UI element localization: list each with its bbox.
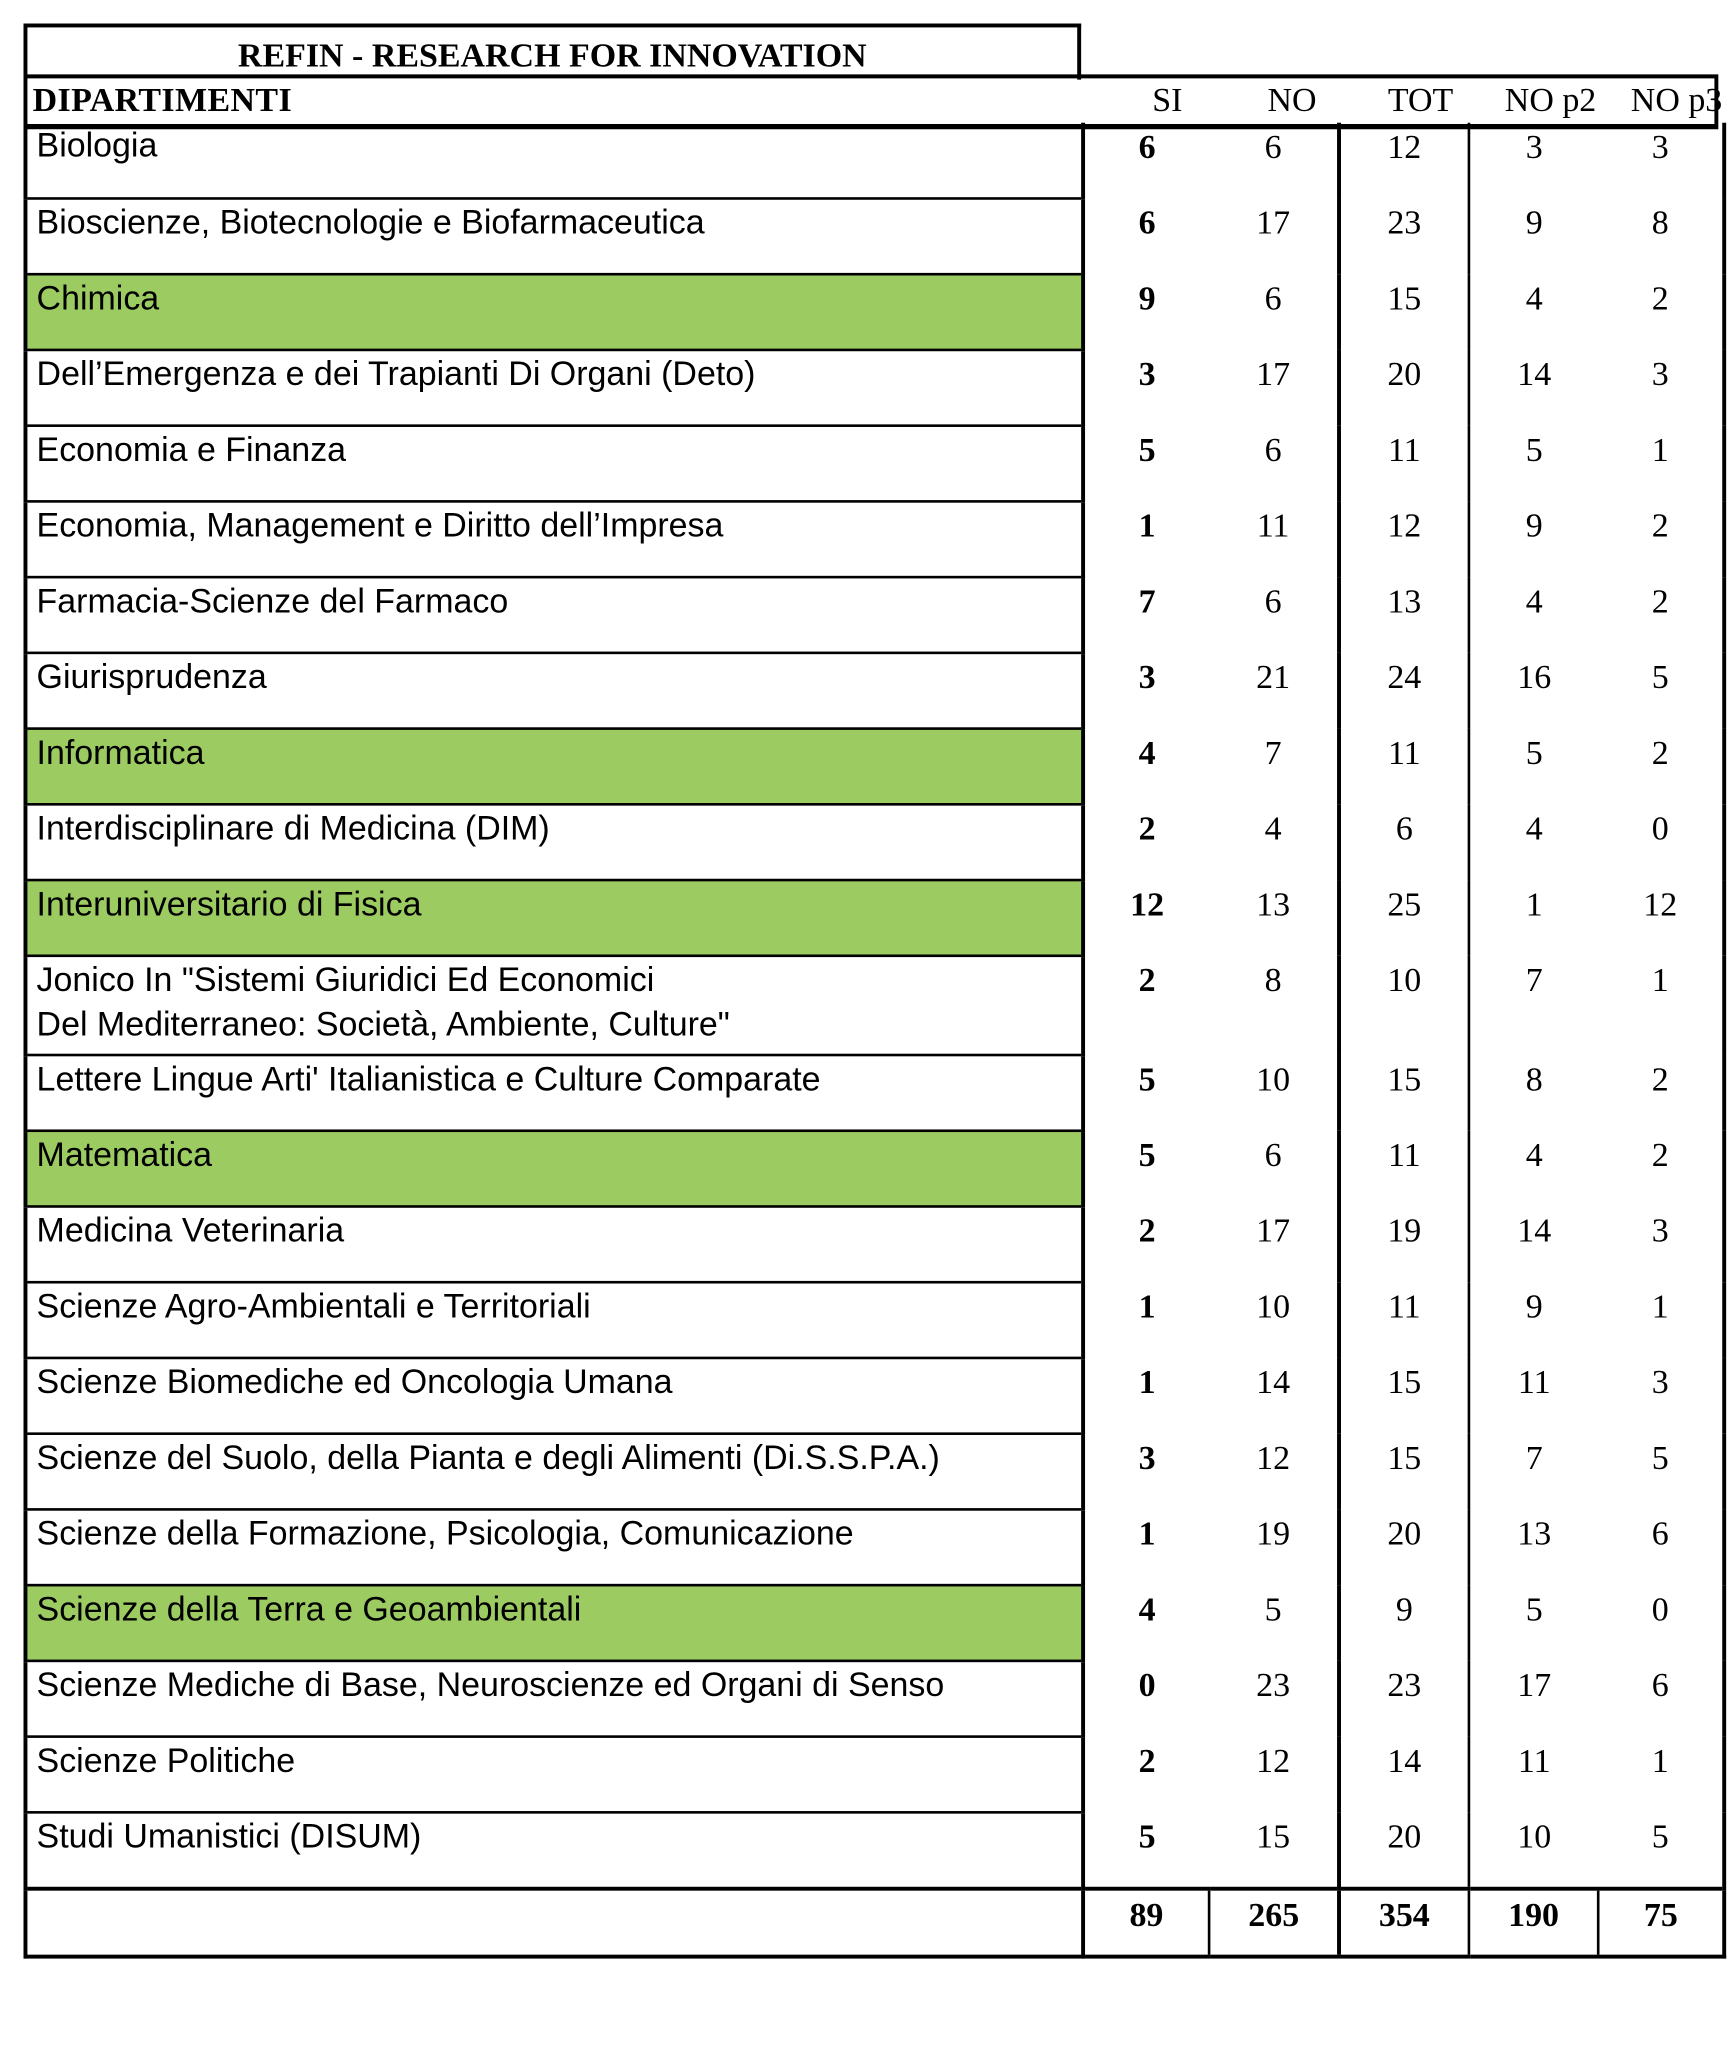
cell-no-p2: 13 bbox=[1469, 1509, 1598, 1585]
department-name: Lettere Lingue Arti' Italianistica e Culture Comparate bbox=[25, 1055, 1083, 1131]
cell-tot: 14 bbox=[1339, 1737, 1469, 1813]
cell-no-p3: 6 bbox=[1598, 1661, 1724, 1737]
cell-no-p3: 12 bbox=[1598, 880, 1724, 956]
cell-no-p3: 1 bbox=[1598, 956, 1724, 1055]
department-name: Dell’Emergenza e dei Trapianti Di Organi (Deto) bbox=[25, 350, 1083, 426]
table-row bbox=[25, 198, 1724, 274]
table-row bbox=[25, 1737, 1724, 1813]
cell-no: 13 bbox=[1256, 885, 1291, 924]
department-name: Matematica bbox=[25, 1131, 1083, 1207]
cell-si: 5 bbox=[1138, 1817, 1156, 1856]
cell-tot: 20 bbox=[1339, 1509, 1469, 1585]
department-name: Scienze Agro-Ambientali e Territoriali bbox=[25, 1282, 1083, 1358]
cell-no: 11 bbox=[1256, 506, 1290, 545]
header-row bbox=[24, 74, 1723, 129]
cell-tot: 11 bbox=[1339, 426, 1469, 502]
cell-no-p2: 4 bbox=[1469, 1131, 1598, 1207]
cell-no-p3: 5 bbox=[1598, 653, 1724, 729]
cell-no-p3: 1 bbox=[1598, 1282, 1724, 1358]
cell-no-p2: 9 bbox=[1469, 198, 1598, 274]
department-name: Interuniversitario di Fisica bbox=[25, 880, 1083, 956]
header-no-p2: NO p2 bbox=[1504, 80, 1597, 119]
cell-tot: 23 bbox=[1339, 1661, 1469, 1737]
cell-no: 7 bbox=[1264, 733, 1282, 772]
cell-si: 5 bbox=[1138, 430, 1156, 469]
cell-no-p2: 9 bbox=[1469, 501, 1598, 577]
cell-no-p3: 3 bbox=[1598, 123, 1724, 199]
cell-no: 6 bbox=[1264, 582, 1282, 621]
cell-no: 6 bbox=[1264, 1135, 1282, 1174]
cell-si: 6 bbox=[1138, 127, 1156, 166]
totals-row bbox=[25, 1888, 1724, 1956]
cell-no-p3: 5 bbox=[1598, 1812, 1724, 1888]
cell-no: 6 bbox=[1264, 430, 1282, 469]
cell-si: 4 bbox=[1138, 733, 1156, 772]
department-name: Scienze della Terra e Geoambientali bbox=[25, 1585, 1083, 1661]
cell-tot: 23 bbox=[1339, 198, 1469, 274]
department-name: Scienze Politiche bbox=[25, 1737, 1083, 1813]
table-row bbox=[25, 1661, 1724, 1737]
cell-no-p2: 8 bbox=[1469, 1055, 1598, 1131]
cell-no-p3: 3 bbox=[1598, 1206, 1724, 1282]
cell-no-p2: 17 bbox=[1469, 1661, 1598, 1737]
cell-tot: 24 bbox=[1339, 653, 1469, 729]
cell-no-p3: 2 bbox=[1598, 577, 1724, 653]
table-row bbox=[25, 1206, 1724, 1282]
cell-tot: 20 bbox=[1339, 350, 1469, 426]
cell-si: 9 bbox=[1138, 279, 1156, 318]
cell-si: 1 bbox=[1138, 1514, 1156, 1553]
cell-no: 14 bbox=[1256, 1363, 1291, 1402]
cell-no-p2: 11 bbox=[1469, 1358, 1598, 1434]
table-row bbox=[25, 1282, 1724, 1358]
table-row bbox=[25, 653, 1724, 729]
table-row bbox=[25, 350, 1724, 426]
table-row bbox=[25, 274, 1724, 350]
department-name: Scienze Biomediche ed Oncologia Umana bbox=[25, 1358, 1083, 1434]
cell-no-p3: 8 bbox=[1598, 198, 1724, 274]
department-name: Bioscienze, Biotecnologie e Biofarmaceutica bbox=[25, 198, 1083, 274]
cell-si: 7 bbox=[1138, 582, 1156, 621]
cell-no: 21 bbox=[1256, 658, 1291, 696]
cell-no-p3: 6 bbox=[1598, 1509, 1724, 1585]
table-row bbox=[25, 1812, 1724, 1888]
department-name: Economia e Finanza bbox=[25, 426, 1083, 502]
cell-no-p2: 16 bbox=[1469, 653, 1598, 729]
cell-no: 19 bbox=[1256, 1514, 1291, 1553]
cell-no-p2: 10 bbox=[1469, 1812, 1598, 1888]
cell-tot: 6 bbox=[1339, 804, 1469, 880]
header-no: NO bbox=[1267, 80, 1317, 119]
cell-si: 3 bbox=[1138, 1438, 1156, 1477]
table-row bbox=[25, 1585, 1724, 1661]
cell-no: 6 bbox=[1264, 279, 1282, 318]
department-name: Biologia bbox=[25, 123, 1083, 199]
cell-no-p2: 3 bbox=[1469, 123, 1598, 199]
cell-si: 1 bbox=[1138, 1287, 1156, 1326]
cell-no-p2: 11 bbox=[1469, 1737, 1598, 1813]
department-name: Studi Umanistici (DISUM) bbox=[25, 1812, 1083, 1888]
department-name: Informatica bbox=[25, 729, 1083, 805]
table-title: REFIN - RESEARCH FOR INNOVATION bbox=[24, 24, 1082, 80]
cell-no-p2: 4 bbox=[1469, 577, 1598, 653]
cell-tot: 12 bbox=[1339, 123, 1469, 199]
table-row bbox=[25, 1358, 1724, 1434]
header-departments: DIPARTIMENTI bbox=[32, 80, 293, 119]
cell-no-p3: 2 bbox=[1598, 729, 1724, 805]
table-row bbox=[25, 1509, 1724, 1585]
cell-si: 2 bbox=[1138, 1741, 1156, 1780]
cell-tot: 11 bbox=[1339, 1282, 1469, 1358]
table-row bbox=[25, 880, 1724, 956]
cell-no: 10 bbox=[1256, 1287, 1291, 1326]
cell-tot: 15 bbox=[1339, 274, 1469, 350]
cell-tot: 11 bbox=[1339, 1131, 1469, 1207]
department-name: Economia, Management e Diritto dell’Impresa bbox=[25, 501, 1083, 577]
cell-tot: 25 bbox=[1339, 880, 1469, 956]
cell-tot: 15 bbox=[1339, 1358, 1469, 1434]
cell-no: 8 bbox=[1264, 961, 1282, 999]
cell-si: 1 bbox=[1138, 1363, 1156, 1402]
table-row bbox=[25, 1131, 1724, 1207]
cell-tot: 12 bbox=[1339, 501, 1469, 577]
cell-si: 6 bbox=[1138, 203, 1156, 242]
cell-tot: 20 bbox=[1339, 1812, 1469, 1888]
total-no-p2: 190 bbox=[1469, 1888, 1598, 1956]
cell-si: 2 bbox=[1138, 1211, 1156, 1250]
cell-no-p2: 5 bbox=[1469, 729, 1598, 805]
department-name: Medicina Veterinaria bbox=[25, 1206, 1083, 1282]
cell-si: 0 bbox=[1138, 1666, 1156, 1704]
cell-no-p3: 0 bbox=[1598, 1585, 1724, 1661]
cell-no-p2: 7 bbox=[1469, 956, 1598, 1055]
cell-no-p2: 9 bbox=[1469, 1282, 1598, 1358]
cell-si: 2 bbox=[1138, 961, 1156, 999]
cell-si: 5 bbox=[1138, 1135, 1156, 1174]
cell-no-p2: 5 bbox=[1469, 426, 1598, 502]
cell-no-p3: 5 bbox=[1598, 1434, 1724, 1510]
department-name: Scienze Mediche di Base, Neuroscienze ed Organi di Senso bbox=[25, 1661, 1083, 1737]
table-row bbox=[25, 123, 1724, 199]
cell-si: 3 bbox=[1138, 355, 1156, 394]
table-row bbox=[25, 1434, 1724, 1510]
cell-no: 6 bbox=[1264, 127, 1282, 166]
cell-no-p2: 14 bbox=[1469, 1206, 1598, 1282]
cell-tot: 15 bbox=[1339, 1055, 1469, 1131]
cell-no-p3: 2 bbox=[1598, 1131, 1724, 1207]
cell-no: 5 bbox=[1264, 1590, 1282, 1629]
table-row bbox=[25, 729, 1724, 805]
total-si: 89 bbox=[1083, 1888, 1209, 1956]
table-row bbox=[25, 501, 1724, 577]
department-name: Giurisprudenza bbox=[25, 653, 1083, 729]
cell-no-p3: 1 bbox=[1598, 426, 1724, 502]
cell-no-p3: 2 bbox=[1598, 1055, 1724, 1131]
cell-no: 17 bbox=[1256, 203, 1291, 242]
cell-tot: 13 bbox=[1339, 577, 1469, 653]
cell-no: 17 bbox=[1256, 1211, 1291, 1250]
cell-no: 10 bbox=[1256, 1060, 1291, 1099]
table-row bbox=[25, 426, 1724, 502]
cell-no-p2: 5 bbox=[1469, 1585, 1598, 1661]
total-no-p3: 75 bbox=[1598, 1888, 1724, 1956]
cell-no-p2: 4 bbox=[1469, 274, 1598, 350]
total-no: 265 bbox=[1209, 1888, 1339, 1956]
cell-no: 23 bbox=[1256, 1666, 1291, 1704]
cell-si: 12 bbox=[1130, 885, 1165, 924]
table-row bbox=[25, 1055, 1724, 1131]
totals-label-cell bbox=[25, 1888, 1083, 1956]
department-name: Scienze del Suolo, della Pianta e degli Alimenti (Di.S.S.P.A.) bbox=[25, 1434, 1083, 1510]
table-row bbox=[25, 804, 1724, 880]
cell-tot: 19 bbox=[1339, 1206, 1469, 1282]
cell-no: 17 bbox=[1256, 355, 1291, 394]
cell-si: 3 bbox=[1138, 658, 1156, 696]
cell-no-p3: 0 bbox=[1598, 804, 1724, 880]
cell-si: 2 bbox=[1138, 809, 1156, 848]
cell-no: 4 bbox=[1264, 809, 1282, 848]
total-tot: 354 bbox=[1339, 1888, 1469, 1956]
cell-tot: 15 bbox=[1339, 1434, 1469, 1510]
cell-no: 15 bbox=[1256, 1817, 1291, 1856]
cell-no-p3: 3 bbox=[1598, 350, 1724, 426]
cell-no: 12 bbox=[1256, 1438, 1291, 1477]
department-name: Chimica bbox=[25, 274, 1083, 350]
table-row bbox=[25, 956, 1724, 1055]
department-name: Farmacia-Scienze del Farmaco bbox=[25, 577, 1083, 653]
cell-si: 1 bbox=[1138, 506, 1156, 545]
header-si: SI bbox=[1152, 80, 1183, 119]
department-name: Interdisciplinare di Medicina (DIM) bbox=[25, 804, 1083, 880]
cell-no-p2: 14 bbox=[1469, 350, 1598, 426]
cell-no-p2: 1 bbox=[1469, 880, 1598, 956]
cell-tot: 11 bbox=[1339, 729, 1469, 805]
header-no-p3: NO p3 bbox=[1630, 80, 1723, 119]
department-name: Jonico In "Sistemi Giuridici Ed Economici Del Mediterraneo: Società, Ambiente, Culture" bbox=[25, 956, 1083, 1055]
cell-si: 4 bbox=[1138, 1590, 1156, 1629]
cell-no-p3: 2 bbox=[1598, 274, 1724, 350]
cell-no-p2: 7 bbox=[1469, 1434, 1598, 1510]
cell-tot: 10 bbox=[1339, 956, 1469, 1055]
cell-no-p2: 4 bbox=[1469, 804, 1598, 880]
cell-no-p3: 2 bbox=[1598, 501, 1724, 577]
table-row bbox=[25, 577, 1724, 653]
header-tot: TOT bbox=[1387, 80, 1454, 119]
cell-no-p3: 3 bbox=[1598, 1358, 1724, 1434]
cell-tot: 9 bbox=[1339, 1585, 1469, 1661]
cell-no: 12 bbox=[1256, 1741, 1291, 1780]
cell-si: 5 bbox=[1138, 1060, 1156, 1099]
department-name: Scienze della Formazione, Psicologia, Comunicazione bbox=[25, 1509, 1083, 1585]
data-table bbox=[24, 123, 1727, 1958]
cell-no-p3: 1 bbox=[1598, 1737, 1724, 1813]
